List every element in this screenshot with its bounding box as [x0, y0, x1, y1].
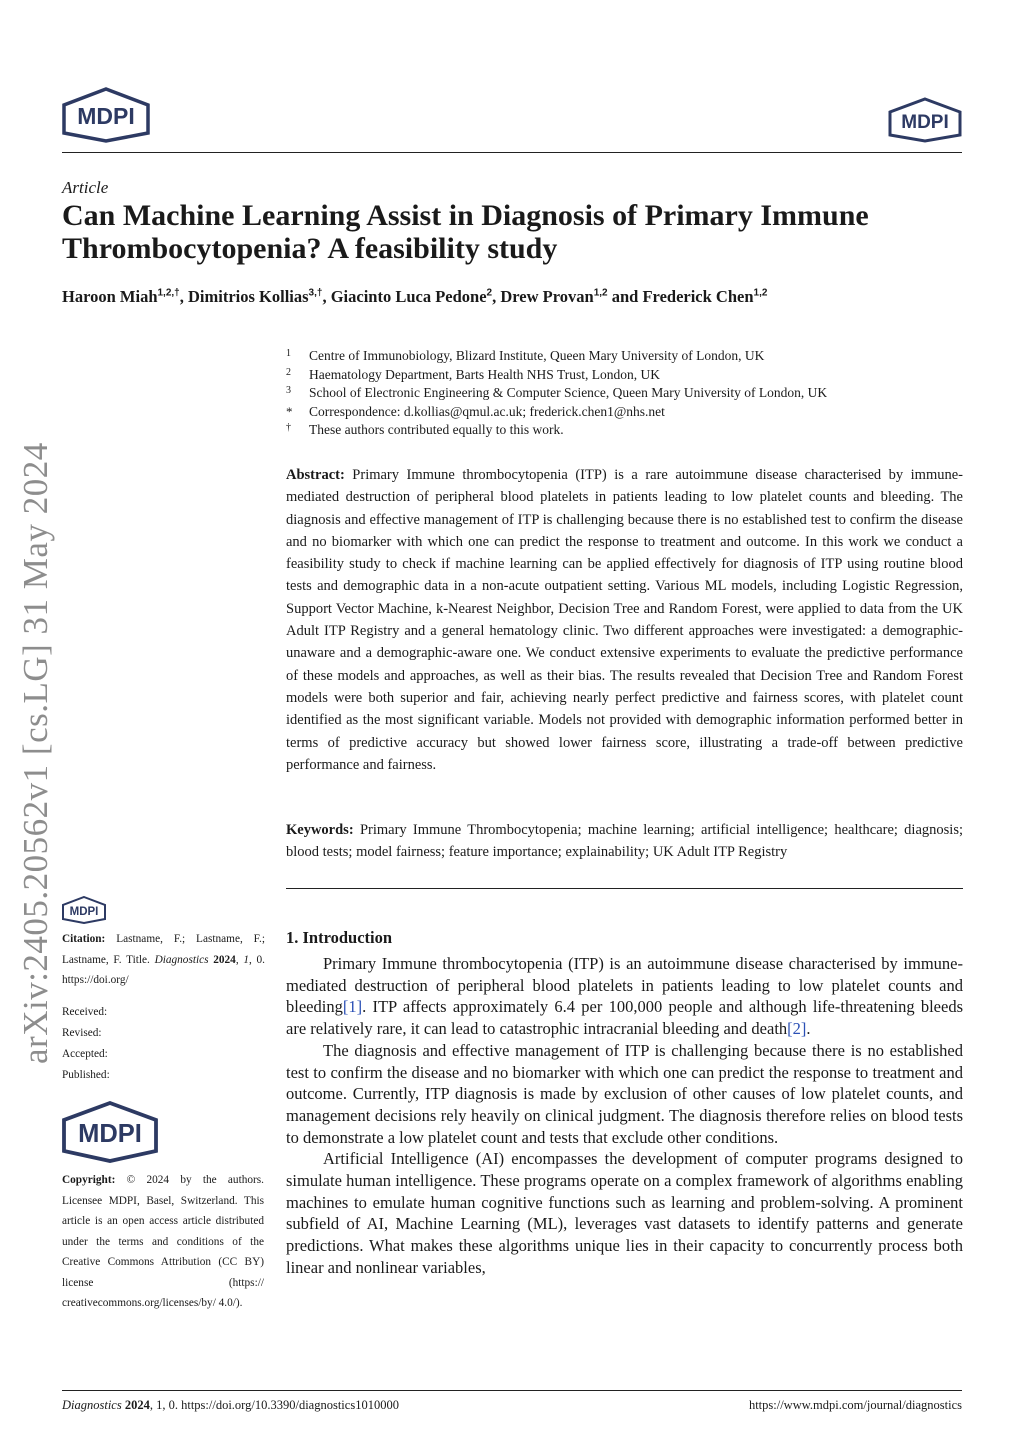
mdpi-logo-header-right: [888, 97, 962, 143]
author-sep: ,: [322, 287, 331, 306]
paragraph: The diagnosis and effective management of ITP is challenging because there is no established test to confirm the disease and no biomarker with which one can predict the response to treatment and outcome. Currently, ITP diagnosis is made by exclusion of other causes of low platelet counts, and management decisions rely heavily on clinical judgment. The diagnosis therefore relies on blood tests to demonstrate a low platelet count and tests that exclude other conditions.: [286, 1040, 963, 1147]
keywords-text: Primary Immune Thrombocytopenia; machine learning; artificial intelligence; healthcare; diagnosis; blood tests; model fairness; feature importance; explainability; UK Adult ITP Registry: [286, 822, 963, 861]
introduction-body: [286, 953, 963, 1279]
article-type-label: Article: [62, 178, 109, 197]
abstract-text: Primary Immune thrombocytopenia (ITP) is a rare autoimmune disease characterised by immune-mediated destruction of peripheral blood platelets in patients leading to low platelet counts and bleeding. The diagnosis and effective management of ITP is challenging because there is no established test to confirm the disease and no biomarker with which one can predict the response to treatment and outcome. In this work we conduct a feasibility study to check if machine learning can be applied effectively for diagnosis of ITP using routine blood tests and demographic data in a non-acute outpatient setting. Various ML models, including Logistic Regression, Support Vector Machine, k-Nearest Neighbor, Decision Tree and Random Forest, were applied to data from the UK Adult ITP Registry and a general hematology clinic. Two different approaches were investigated: a demographic-unaware and a demographic-aware one. We conduct extensive experiments to evaluate the predictive performance of these models and approaches, as well as their bias. The results revealed that Decision Tree and Random Forest models were both superior and fair, achieving nearly perfect predictive and fairness scores, with platelet count identified as the most significant variable. Models not provided with demographic information performed better in terms of predictive accuracy but showed lower fairness score, illustrating a trade-off between predictive performance and fairness.: [286, 467, 963, 773]
citation-block: Citation: Lastname, F.; Lastname, F.; Lastname, F. Title. Diagnostics 2024, 1, 0. https://doi.org/: [62, 933, 265, 986]
abstract: [286, 464, 963, 776]
author-list: [62, 287, 767, 307]
author-name: Haroon Miah: [62, 287, 158, 306]
affiliation: [286, 384, 827, 403]
mdpi-logo-text: MDPI: [901, 112, 949, 133]
author-name: Frederick Chen: [642, 287, 754, 306]
author-sep: ,: [179, 287, 188, 306]
paragraph: Artificial Intelligence (AI) encompasses the development of computer programs designed to simulate human intelligence. These programs operate on a complex framework of algorithms enabling machines to emulate human cognitive functions such as learning and problem-solving. A prominent subfield of AI, Machine Learning (ML), leverages vast datasets to identify patterns and generate predictions. What makes these algorithms unique lies in their capacity to concurrently process both linear and nonlinear variables,: [286, 1149, 963, 1277]
footer-citation: [62, 1398, 399, 1413]
mdpi-logo-header-left: [62, 87, 150, 143]
copyright-block: [62, 1170, 264, 1314]
author-name: Giacinto Luca Pedone: [330, 287, 487, 306]
citation-volume: 1: [243, 953, 249, 966]
mdpi-logo-text: MDPI: [77, 103, 135, 129]
header-rule: [62, 152, 962, 153]
paragraph-text: . ITP affects approximately 6.4 per 100,000 people and although life-threatening bleeds are relatively rare, it can lead to catastrophic intracranial bleeding and death: [286, 997, 963, 1039]
author-affil-mark: 1,2,†: [157, 287, 180, 299]
affiliation-text: Haematology Department, Barts Health NHS Trust, London, UK: [309, 366, 660, 382]
affiliation-text: Correspondence: d.kollias@qmul.ac.uk; frederick.chen1@nhs.net: [309, 403, 665, 419]
paragraph-text: Primary Immune thrombocytopenia (ITP) is an autoimmune disease characterised by immune-mediated destruction of peripheral blood platelets in patients leading to low platelet counts and bleeding: [286, 954, 963, 1017]
arxiv-stamp: arXiv:2405.20562v1 [cs.LG] 31 May 2024: [16, 442, 55, 1064]
citation-label: Citation:: [62, 933, 106, 945]
keywords-label: Keywords:: [286, 822, 354, 838]
paragraph: [286, 953, 963, 1040]
citation-year: 2024: [213, 953, 236, 966]
copyright-text: © 2024 by the authors. Licensee MDPI, Basel, Switzerland. This article is an open access article distributed under the terms and conditions of the Creative Commons Attribution (CC BY) license (https:// creativecommons.org/licenses/by/ 4.0/).: [62, 1174, 265, 1309]
equal-contribution-note: [286, 421, 564, 440]
article-title: Can Machine Learning Assist in Diagnosis of Primary Immune Thrombocytopenia? A feasibility study: [62, 199, 869, 265]
affiliation-text: School of Electronic Engineering & Computer Science, Queen Mary University of London, UK: [309, 385, 828, 400]
footer-year: 2024: [124, 1398, 150, 1412]
citation-text: Lastname, F.; Lastname, F.; Lastname, F. Title.: [62, 933, 265, 966]
mdpi-logo-text: MDPI: [78, 1120, 142, 1148]
keywords: [286, 819, 963, 864]
affiliation: [286, 366, 660, 385]
citation-journal: Diagnostics: [154, 953, 209, 966]
affiliation-text: Centre of Immunobiology, Blizard Institute, Queen Mary University of London, UK: [309, 348, 765, 363]
author-name: Dimitrios Kollias: [188, 287, 309, 306]
footer-doi: , 1, 0. https://doi.org/10.3390/diagnostics1010000: [149, 1398, 399, 1412]
affiliation-mark: *: [286, 403, 293, 419]
keywords-rule: [286, 888, 963, 889]
author-affil-mark: 3,†: [308, 287, 323, 299]
author-name: Drew Provan: [500, 287, 594, 306]
copyright-label: Copyright:: [62, 1174, 116, 1186]
mdpi-logo-text: MDPI: [69, 906, 99, 918]
affiliation-mark: 2: [286, 366, 291, 378]
published-label: Published:: [62, 1069, 110, 1081]
accepted-label: Accepted:: [62, 1048, 108, 1060]
footer-journal-url[interactable]: https://www.mdpi.com/journal/diagnostics: [748, 1398, 962, 1412]
author-sep: and: [607, 287, 643, 306]
mdpi-logo-small: [62, 896, 106, 924]
author-sep: ,: [492, 287, 501, 306]
dates-block: [62, 1002, 110, 1086]
citation-doi: 0. https://doi.org/: [62, 953, 265, 986]
footer-journal: Diagnostics: [62, 1398, 122, 1412]
mdpi-logo-side: [62, 1101, 158, 1163]
citation-link[interactable]: [1]: [342, 997, 363, 1017]
affiliation: [286, 347, 764, 366]
section-heading: 1. Introduction: [286, 928, 393, 947]
author-affil-mark: 2: [486, 287, 493, 299]
footer-rule: [62, 1390, 962, 1391]
received-label: Received:: [62, 1006, 108, 1018]
author-affil-mark: 1,2: [593, 287, 608, 299]
citation-link[interactable]: [2]: [787, 1019, 807, 1039]
affiliation-text: These authors contributed equally to this work.: [309, 422, 564, 437]
author-affil-mark: 1,2: [753, 287, 768, 299]
affiliation-mark: †: [286, 422, 291, 433]
paragraph-text: .: [806, 1019, 811, 1039]
affiliation-mark: 3: [286, 385, 291, 396]
affiliation-mark: 1: [286, 348, 291, 359]
correspondence: [286, 403, 665, 422]
revised-label: Revised:: [62, 1027, 102, 1039]
abstract-label: Abstract:: [286, 467, 345, 483]
